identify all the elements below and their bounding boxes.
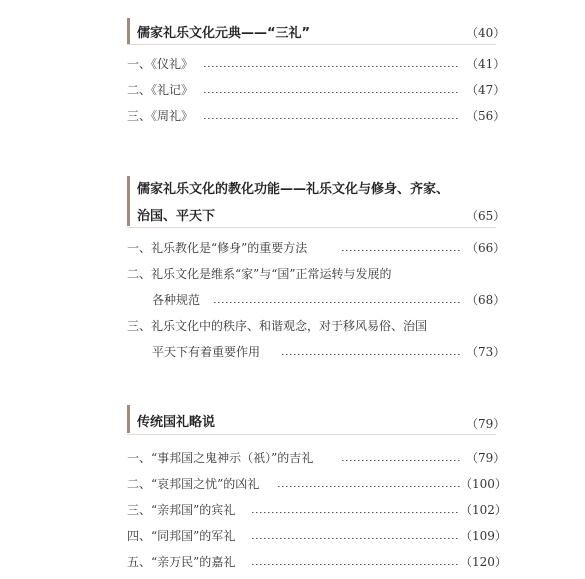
section-heading-line: 治国、平天下 — [137, 209, 216, 224]
section-divider — [127, 44, 496, 45]
section-page-number: （65） — [466, 209, 506, 223]
section-page-number: （79） — [466, 417, 506, 431]
toc-entry-title[interactable]: 一、礼乐教化是“修身”的重要方法 — [127, 241, 308, 255]
toc-entry-continuation[interactable]: 平天下有着重要作用 — [152, 345, 261, 359]
toc-entry-page: （102） — [460, 503, 507, 517]
toc-entry-page: （41） — [466, 57, 506, 71]
section-page-number: （40） — [466, 26, 506, 40]
dot-leader — [252, 564, 458, 565]
toc-entry-title[interactable]: 三、礼乐文化中的秩序、和谐观念，对于移风易俗、治国 — [127, 319, 428, 333]
toc-entry-title[interactable]: 五、“亲万民”的嘉礼 — [127, 555, 236, 569]
toc-entry-page: （79） — [466, 451, 506, 465]
section-heading: 儒家礼乐文化元典——“三礼” — [137, 26, 311, 41]
section-divider — [127, 434, 496, 435]
section-heading: 传统国礼略说 — [137, 415, 216, 430]
dot-leader — [342, 460, 460, 461]
dot-leader — [342, 250, 460, 251]
dot-leader — [282, 354, 460, 355]
dot-leader — [204, 92, 460, 93]
toc-entry-title[interactable]: 三、《周礼》 — [127, 109, 194, 123]
toc-entry-title[interactable]: 二、“哀邦国之忧”的凶礼 — [127, 477, 260, 491]
section-marker-bar — [127, 18, 130, 44]
toc-entry-title[interactable]: 一、《仪礼》 — [127, 57, 194, 71]
dot-leader — [204, 118, 460, 119]
toc-entry-title[interactable]: 一、“事邦国之鬼神示（祇）”的吉礼 — [127, 451, 314, 465]
toc-entry-title[interactable]: 二、《礼记》 — [127, 83, 194, 97]
dot-leader — [278, 486, 460, 487]
toc-entry-page: （47） — [466, 83, 506, 97]
toc-entry-title[interactable]: 四、“同邦国”的军礼 — [127, 529, 236, 543]
dot-leader — [214, 302, 460, 303]
toc-entry-page: （100） — [460, 477, 507, 491]
toc-entry-title[interactable]: 二、礼乐文化是维系“家”与“国”正常运转与发展的 — [127, 267, 392, 281]
section-heading-line: 儒家礼乐文化的教化功能——礼乐文化与修身、齐家、 — [137, 182, 450, 197]
toc-entry-page: （109） — [460, 529, 507, 543]
dot-leader — [204, 66, 460, 67]
toc-entry-page: （66） — [466, 241, 506, 255]
toc-entry-title[interactable]: 三、“亲邦国”的宾礼 — [127, 503, 236, 517]
section-divider — [127, 227, 496, 228]
section-marker-bar — [127, 176, 130, 226]
section-marker-bar — [127, 405, 130, 433]
dot-leader — [252, 538, 458, 539]
toc-entry-page: （68） — [466, 293, 506, 307]
toc-entry-page: （73） — [466, 345, 506, 359]
toc-entry-page: （120） — [460, 555, 507, 569]
dot-leader — [252, 512, 458, 513]
toc-entry-continuation[interactable]: 各种规范 — [152, 293, 201, 307]
toc-entry-page: （56） — [466, 109, 506, 123]
